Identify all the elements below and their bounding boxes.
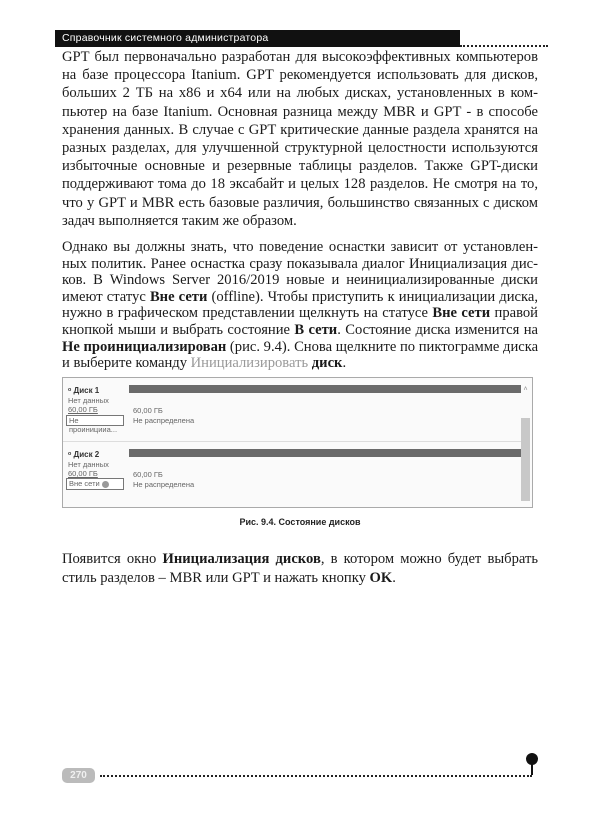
text-run: хранения данных. В случае с GPT критические данные раздела хранятся на — [62, 121, 538, 138]
text-run: (рис. 9.4). Снова щелкните по пиктограмме диска — [226, 338, 539, 355]
text-line — [62, 272, 538, 289]
bold-text: В сети — [294, 321, 338, 338]
text-line — [62, 256, 538, 273]
footer-dotted-rule — [100, 775, 532, 777]
text-line — [62, 194, 538, 212]
text-line — [62, 103, 538, 121]
text-run: GPT был первоначально разработан для высокоэффективных компьютеров — [62, 49, 538, 65]
bold-text: диск — [311, 355, 343, 372]
text-run: . Состояние диска изменится на — [337, 321, 538, 338]
disk-type: Нет данных — [68, 395, 109, 405]
text-line — [62, 339, 538, 356]
disk-name-text: Диск 1 — [73, 386, 100, 395]
disk-status[interactable] — [66, 478, 124, 490]
text-run: , в котором можно будет выбрать — [320, 551, 539, 567]
text-run: и выберите команду — [62, 355, 191, 372]
disk-size: 60,00 ГБ — [68, 469, 98, 478]
text-run: пьютер на базе Itanium. Основная разница между MBR и GPT - в способе — [62, 103, 538, 120]
text-line — [62, 84, 538, 102]
bold-text: Инициализация дисков — [162, 551, 321, 567]
bold-text: Вне сети — [149, 288, 208, 305]
text-run: на базе процессора Itanium. GPT рекомендуется использовать для дисков, — [62, 67, 538, 84]
text-run: . — [392, 570, 396, 586]
scrollbar-thumb[interactable] — [521, 418, 530, 501]
text-run: задач выполняется таким же образом. — [62, 212, 297, 229]
text-line — [62, 139, 538, 157]
running-header: Справочник системного администратора — [55, 30, 460, 47]
volume-size: 60,00 ГБ — [133, 470, 163, 479]
disk-row[interactable] — [63, 442, 521, 502]
volume-state: Не распределена — [133, 479, 195, 489]
page-number: 270 — [62, 768, 95, 783]
text-line — [62, 121, 538, 139]
disk-name: ᵒ Диск 1 — [68, 386, 100, 395]
text-line — [62, 239, 538, 256]
paragraph-snap-in-policy — [62, 239, 538, 372]
text-line — [62, 212, 538, 230]
bold-text: Не проинициализирован — [62, 338, 227, 355]
volume-header-bar — [129, 449, 521, 457]
bold-text: OK — [369, 570, 393, 586]
disk-row[interactable] — [63, 378, 521, 438]
disk-name-text: Диск 2 — [73, 450, 100, 459]
text-line — [62, 355, 538, 372]
text-run: кнопкой мыши и выбрать состояние — [62, 321, 295, 338]
text-line — [62, 322, 538, 339]
text-run: нужно в графическом представлении щелкнуть на статусе — [62, 305, 433, 322]
disk-name: ᵒ Диск 2 — [68, 450, 100, 459]
text-line — [62, 569, 538, 588]
text-run: (offline). Чтобы приступить к инициализации диска, — [207, 288, 539, 305]
disk-status-text: Вне сети — [69, 479, 100, 488]
text-line — [62, 175, 538, 193]
text-line — [62, 550, 538, 569]
text-line — [62, 157, 538, 175]
volume-header-bar — [129, 385, 521, 393]
pin-marker-stem — [531, 763, 533, 775]
text-line — [62, 48, 538, 66]
text-run: . — [342, 355, 347, 372]
paragraph-initialize-dialog — [62, 550, 538, 588]
text-run: ных политик. Ранее оснастка сразу показывала диалог Инициализация дис- — [62, 255, 538, 272]
bold-text: Вне сети — [432, 305, 491, 322]
text-line — [62, 66, 538, 84]
header-dotted-rule — [460, 45, 548, 47]
text-run: что у GPT и MBR есть базовые различия, большинство связанных с диском — [62, 194, 538, 211]
text-run: ков. В Windows Server 2016/2019 новые и неинициализированные диски — [62, 272, 538, 289]
text-run: стиль разделов – MBR или GPT и нажать кнопку — [62, 570, 370, 586]
figure-disk-state — [62, 377, 533, 508]
text-run: Появится окно — [62, 551, 163, 567]
text-run: имеют статус — [62, 288, 150, 305]
volume-size: 60,00 ГБ — [133, 406, 163, 415]
text-line — [62, 305, 538, 322]
disk-status[interactable]: Не проиницииа... — [66, 415, 124, 426]
vertical-scrollbar[interactable] — [521, 386, 530, 501]
text-line — [62, 289, 538, 306]
figure-caption: Рис. 9.4. Состояние дисков — [239, 517, 361, 527]
paragraph-gpt — [62, 48, 538, 230]
text-run: разных разделах, для улучшенной структурной целостности используются — [62, 139, 538, 156]
text-run: избыточные основные и резервные таблицы разделов. Также GPT-диски — [62, 158, 538, 175]
disk-size: 60,00 ГБ — [68, 405, 98, 414]
scroll-up-icon[interactable]: ˄ — [523, 386, 528, 393]
disk-type: Нет данных — [68, 459, 109, 469]
text-run: поддерживают тома до 18 эксабайт и целых 128 разделов. Не смотря на то, — [62, 176, 538, 193]
text-run: Однако вы должны знать, что поведение оснастки зависит от установлен- — [62, 239, 538, 255]
text-run: правой — [490, 305, 538, 322]
command-text: Инициализировать — [190, 355, 309, 372]
volume-state: Не распределена — [133, 415, 195, 425]
text-run: больших 2 ТБ на x86 и x64 или на любых дисках, установленных в ком- — [62, 85, 538, 102]
info-icon — [102, 481, 109, 488]
